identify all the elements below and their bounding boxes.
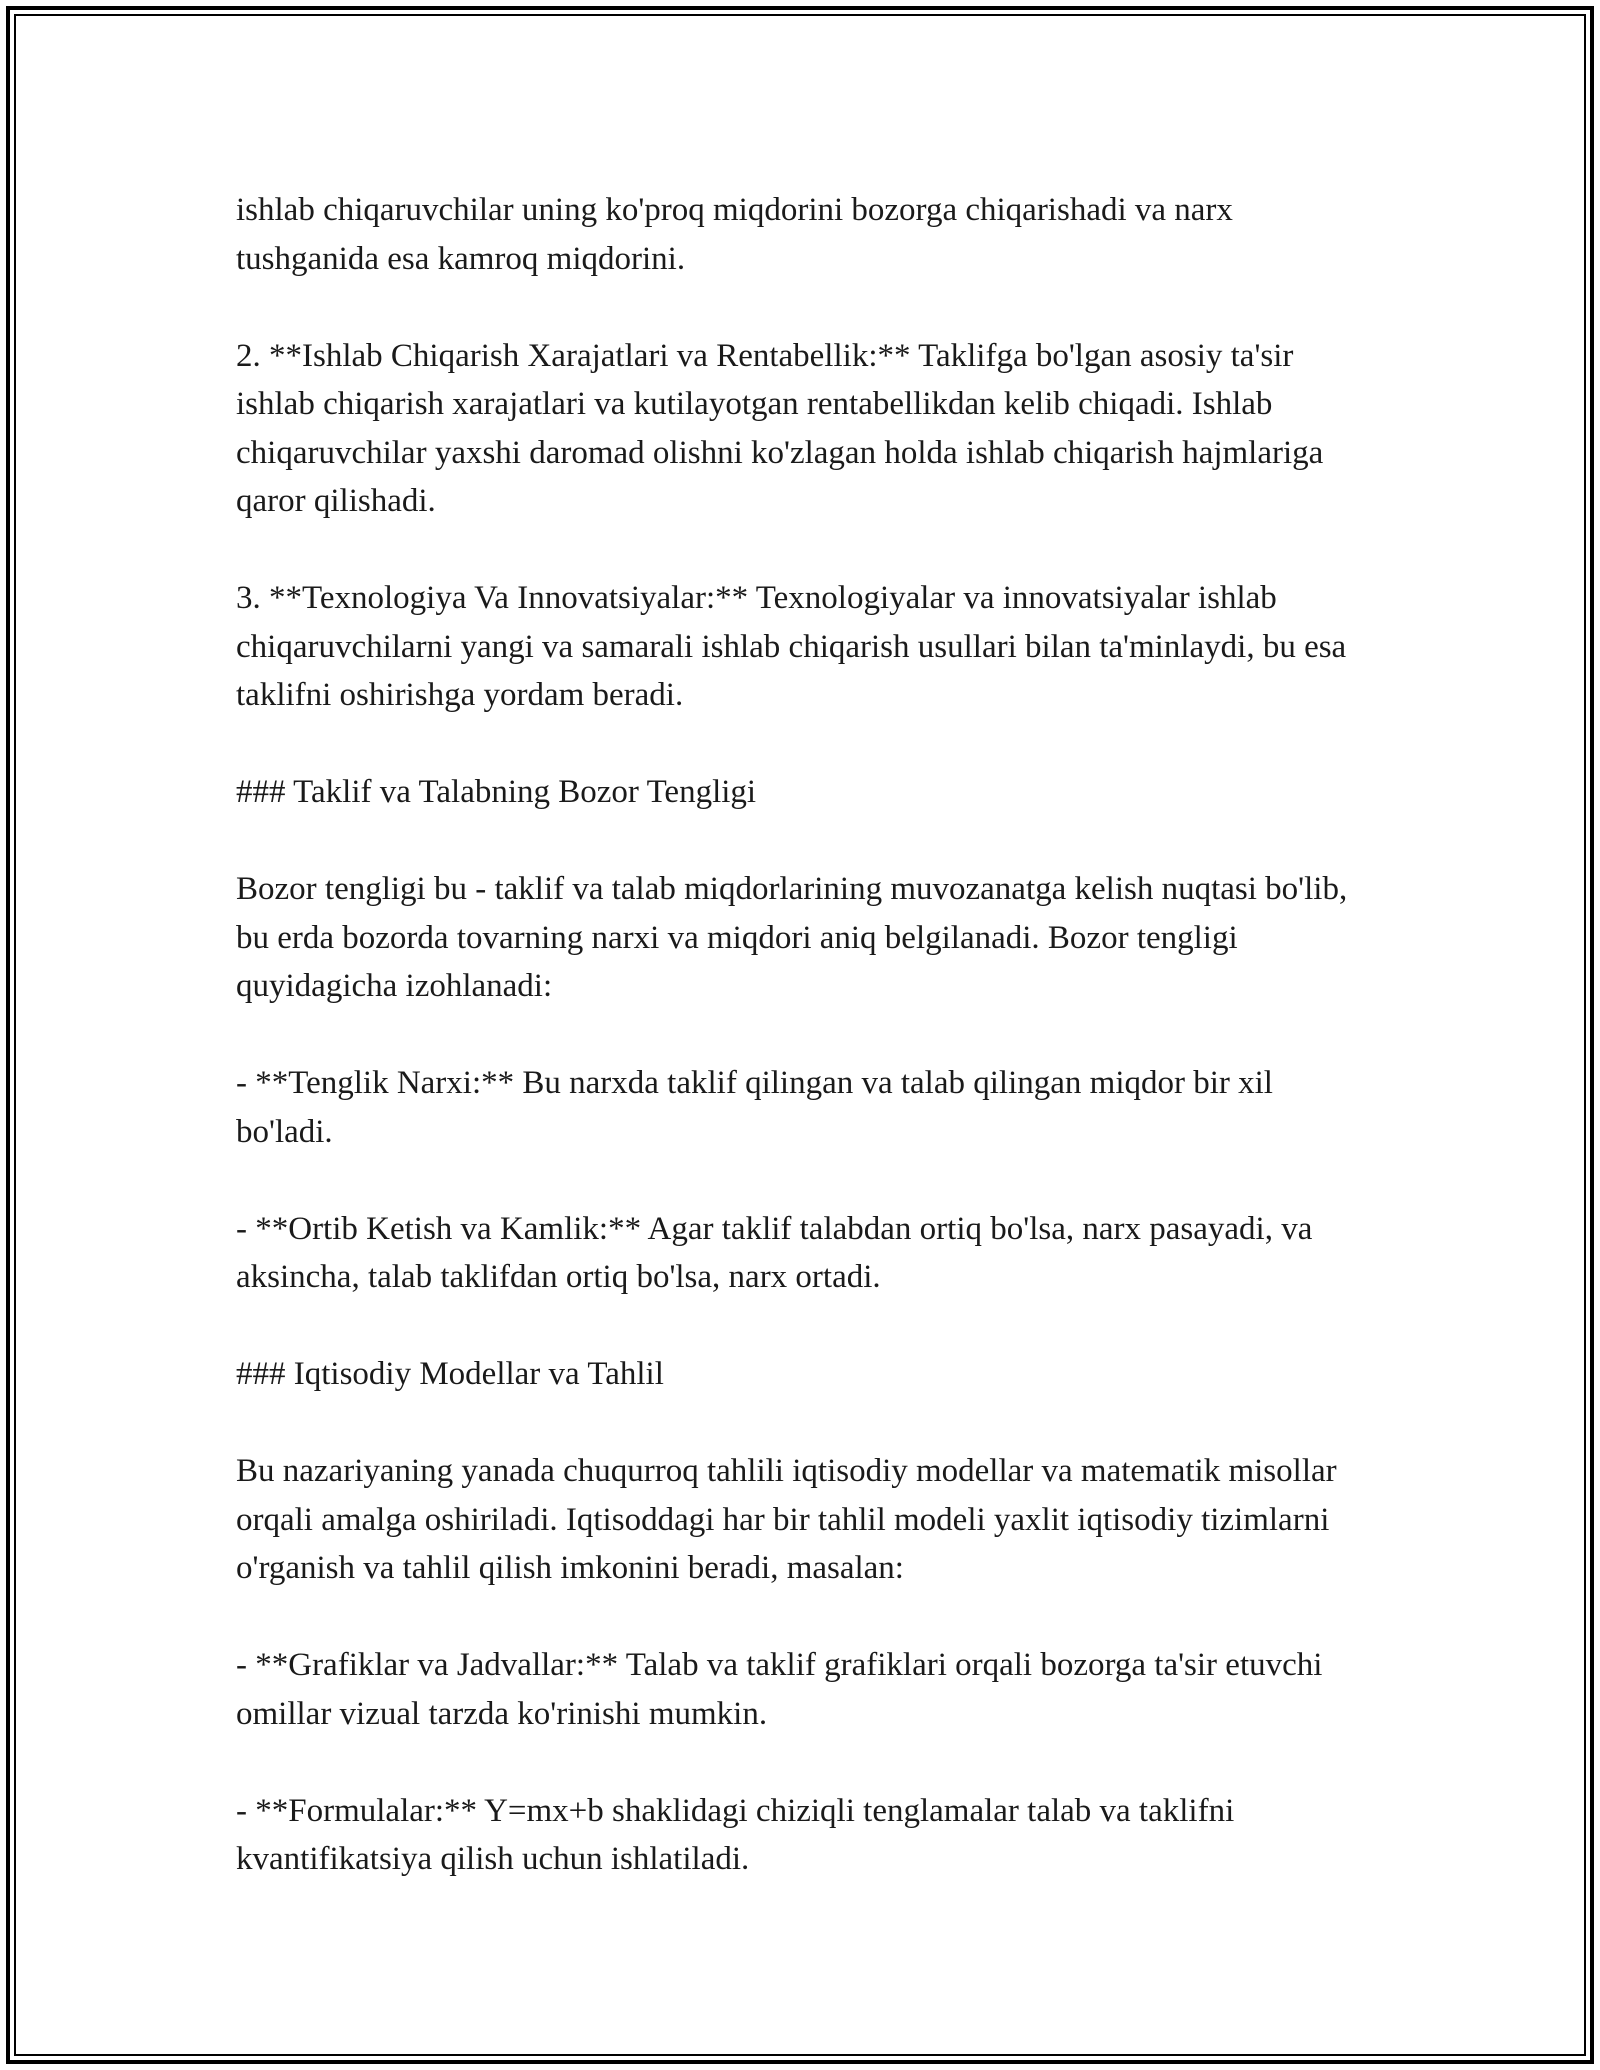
bullet-graphs-tables: - **Grafiklar va Jadvallar:** Talab va taklif grafiklari orqali bozorga ta'sir etuvchi omillar vizual tarzda ko'rinishi mumkin. xyxy=(236,1647,1323,1732)
list-item-production-costs: 2. **Ishlab Chiqarish Xarajatlari va Rentabellik:** Taklifga bo'lgan asosiy ta'sir ishlab chiqarish xarajatlari va kutilayotgan rentabellikdan kelib chiqadi. Ishlab chiqaruvchilar yaxshi daromad olishni ko'zlagan holda ishlab chiqarish hajmlariga qaror qilishadi. xyxy=(236,337,1324,519)
bullet-surplus-shortage: - **Ortib Ketish va Kamlik:** Agar taklif talabdan ortiq bo'lsa, narx pasayadi, va aksincha, talab taklifdan ortiq bo'lsa, narx ortadi. xyxy=(236,1210,1313,1295)
bullet-formulas: - **Formulalar:** Y=mx+b shaklidagi chiziqli tenglamalar talab va taklifni kvantifikatsiya qilish uchun ishlatiladi. xyxy=(236,1792,1235,1877)
paragraph-market-equilibrium: Bozor tengligi bu - taklif va talab miqdorlarining muvozanatga kelish nuqtasi bo'lib, bu erda bozorda tovarning narxi va miqdori aniq belgilanadi. Bozor tengligi quyidagicha izohlanadi: xyxy=(236,871,1348,1004)
section-heading-economic-models: ### Iqtisodiy Modellar va Tahlil xyxy=(236,1356,664,1392)
document-body xyxy=(236,186,1376,1884)
paragraph-continuation: ishlab chiqaruvchilar uning ko'proq miqdorini bozorga chiqarishadi va narx tushganida esa kamroq miqdorini. xyxy=(236,192,1233,277)
bullet-equilibrium-price: - **Tenglik Narxi:** Bu narxda taklif qilingan va talab qilingan miqdor bir xil bo'ladi. xyxy=(236,1065,1273,1150)
list-item-technology: 3. **Texnologiya Va Innovatsiyalar:** Texnologiyalar va innovatsiyalar ishlab chiqaruvchilarni yangi va samarali ishlab chiqarish usullari bilan ta'minlaydi, bu esa taklifni oshirishga yordam beradi. xyxy=(236,580,1347,713)
paragraph-economic-models: Bu nazariyaning yanada chuqurroq tahlili iqtisodiy modellar va matematik misollar orqali amalga oshiriladi. Iqtisoddagi har bir tahlil modeli yaxlit iqtisodiy tizimlarni o'rganish va tahlil qilish imkonini beradi, masalan: xyxy=(236,1453,1337,1586)
section-heading-market-equilibrium: ### Taklif va Talabning Bozor Tengligi xyxy=(236,774,757,810)
